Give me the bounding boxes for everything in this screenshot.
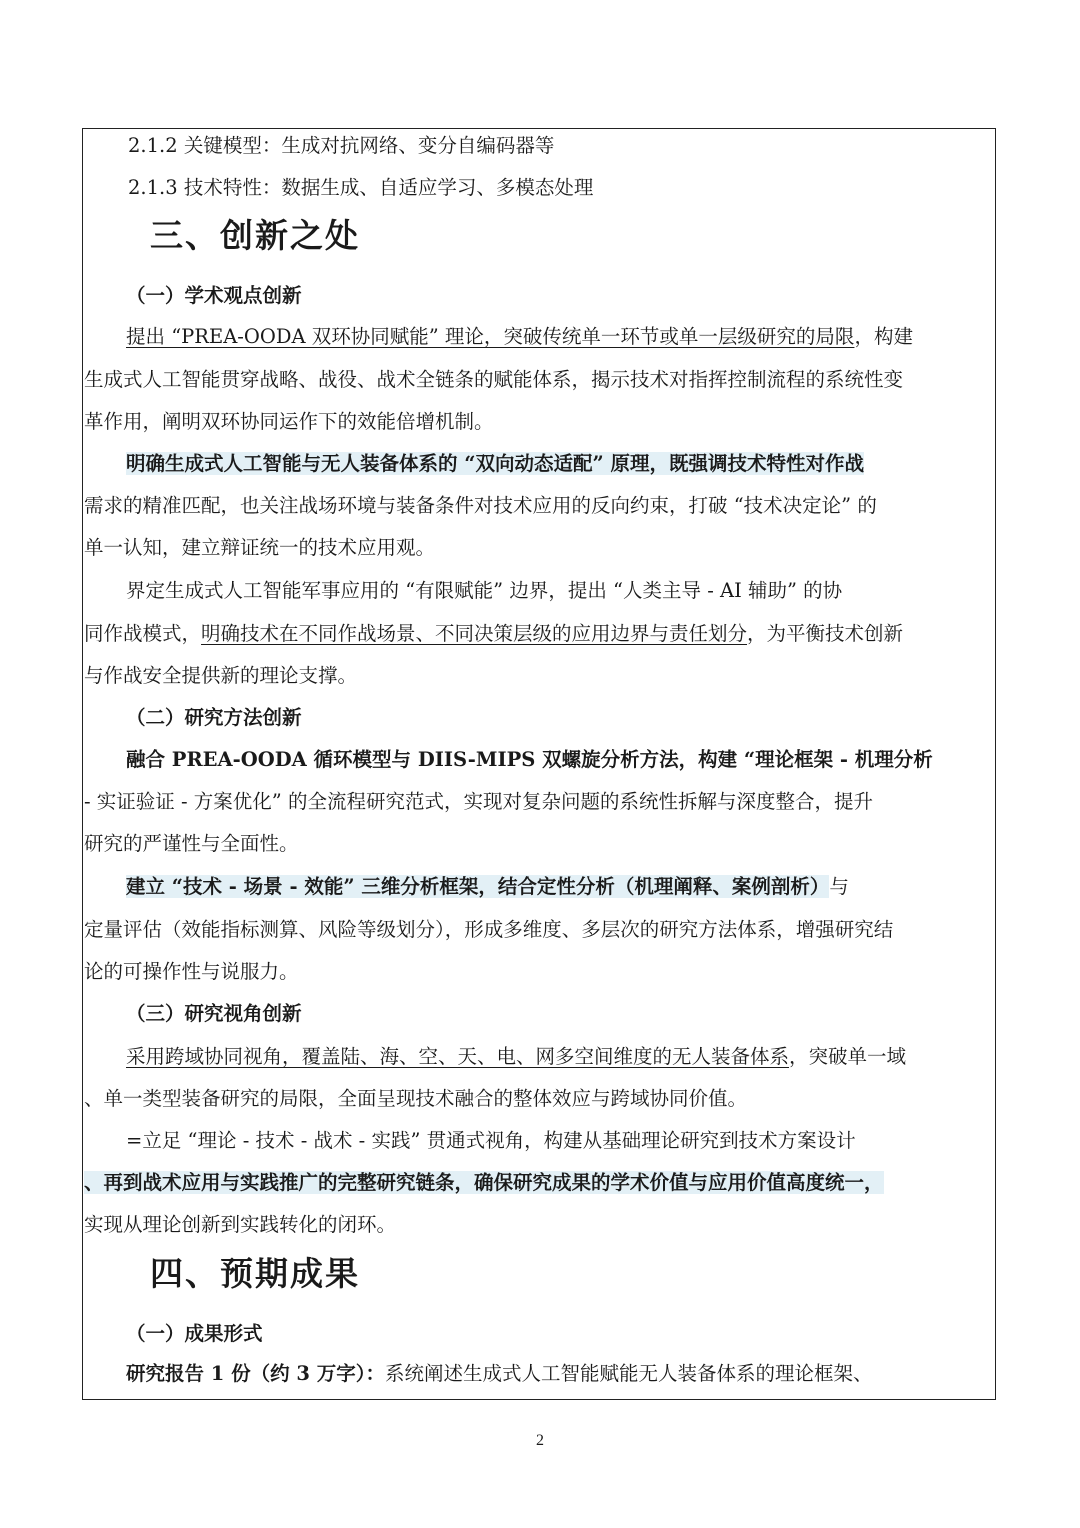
highlighted-text: 明确生成式人工智能与无人装备体系的 “双向动态适配” 原理，既强调技术特性对作战	[126, 452, 865, 475]
subsection-heading: （一）成果形式	[126, 1322, 263, 1345]
underlined-text: 采用跨域协同视角，覆盖陆、海、空、天、电、网多空间维度的无人装备体系	[126, 1045, 790, 1068]
subsection-heading: （二）研究方法创新	[126, 706, 302, 729]
text-line	[126, 1362, 986, 1386]
text-line	[126, 452, 986, 476]
subsection-heading: （三）研究视角创新	[126, 1002, 302, 1025]
section-heading-3: 三、创新之处	[150, 216, 360, 255]
text-fragment: 与	[829, 875, 849, 898]
underlined-text: 明确技术在不同作战场景、不同决策层级的应用边界与责任划分	[201, 622, 748, 645]
text-line: 研究的严谨性与全面性。	[84, 832, 299, 855]
page-number: 2	[536, 1432, 544, 1449]
text-fragment: ，突破单一域	[789, 1045, 907, 1068]
text-line: 定量评估（效能指标测算、风险等级划分），形成多维度、多层次的研究方法体系，增强研究结	[84, 918, 894, 941]
text-fragment: 同作战模式，	[84, 622, 202, 645]
text-line	[126, 1045, 996, 1069]
text-line: 2.1.2 关键模型：生成对抗网络、变分自编码器等	[128, 134, 555, 157]
text-fragment: ，构建	[854, 325, 913, 348]
text-line: 融合 PREA-OODA 循环模型与 DIIS-MIPS 双螺旋分析方法，构建 “理论框架 - 机理分析	[126, 748, 933, 771]
text-line: 单一认知，建立辩证统一的技术应用观。	[84, 536, 436, 559]
text-line: - 实证验证 - 方案优化” 的全流程研究范式，实现对复杂问题的系统性拆解与深度整合，提升	[84, 790, 873, 813]
text-line	[84, 622, 998, 646]
text-line: 实现从理论创新到实践转化的闭环。	[84, 1213, 397, 1236]
text-fragment: 系统阐述生成式人工智能赋能无人装备体系的理论框架、	[385, 1362, 873, 1385]
subsection-heading: （一）学术观点创新	[126, 284, 302, 307]
text-line: 界定生成式人工智能军事应用的 “有限赋能” 边界，提出 “人类主导 - AI 辅助” 的协	[126, 579, 843, 602]
text-line: 革作用，阐明双环协同运作下的效能倍增机制。	[84, 410, 494, 433]
underlined-text: 提出 “PREA-OODA 双环协同赋能” 理论，突破传统单一环节或单一层级研究的局限	[126, 325, 855, 348]
text-line: 生成式人工智能贯穿战略、战役、战术全链条的赋能体系，揭示技术对指挥控制流程的系统性变	[84, 368, 904, 391]
highlighted-text: 建立 “技术 - 场景 - 效能” 三维分析框架，结合定性分析（机理阐释、案例剖析）	[126, 875, 830, 898]
bold-text: 研究报告 1 份（约 3 万字）：	[126, 1362, 386, 1385]
text-fragment: ，为平衡技术创新	[747, 622, 904, 645]
text-line: =立足 “理论 - 技术 - 战术 - 实践” 贯通式视角，构建从基础理论研究到技术方案设计	[126, 1129, 856, 1152]
text-line: 、单一类型装备研究的局限，全面呈现技术融合的整体效应与跨域协同价值。	[84, 1087, 748, 1110]
section-heading-4: 四、预期成果	[150, 1254, 360, 1293]
text-line	[126, 325, 996, 349]
text-line	[84, 1171, 998, 1195]
text-line: 需求的精准匹配，也关注战场环境与装备条件对技术应用的反向约束，打破 “技术决定论” 的	[84, 494, 877, 517]
text-line	[126, 875, 996, 899]
text-line: 与作战安全提供新的理论支撑。	[84, 664, 358, 687]
text-line: 论的可操作性与说服力。	[84, 960, 299, 983]
highlighted-text: 、再到战术应用与实践推广的完整研究链条，确保研究成果的学术价值与应用价值高度统一，	[84, 1171, 884, 1194]
text-line: 2.1.3 技术特性：数据生成、自适应学习、多模态处理	[128, 176, 594, 199]
